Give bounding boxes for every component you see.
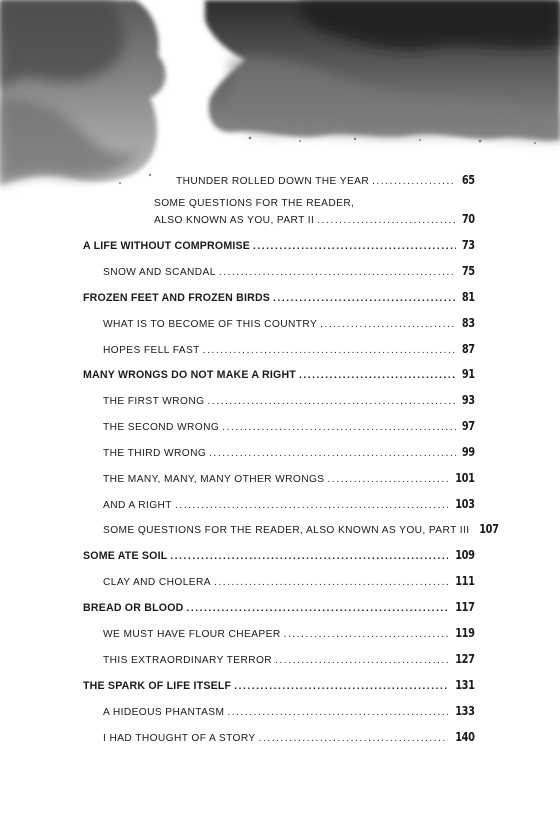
dot-leader [284,629,449,640]
toc-entry-title: SOME QUESTIONS FOR THE READER, ALSO KNOWN AS YOU, PART III [103,525,470,536]
toc-entry[interactable] [103,393,475,407]
toc-entry[interactable] [176,173,475,187]
toc-entry[interactable] [103,574,475,588]
dot-leader [299,370,456,381]
toc-entry-page: 133 [455,704,475,718]
dot-leader [203,345,457,356]
toc-entry-title: CLAY AND CHOLERA [103,577,211,588]
toc-entry-page: 127 [455,652,475,666]
toc-entry[interactable] [83,238,475,252]
toc-entry[interactable] [103,730,475,744]
toc-entry[interactable] [103,522,500,536]
toc-entry-page: 65 [462,173,475,187]
dot-leader [219,267,456,278]
dot-leader [187,603,449,614]
toc-entry-title: HOPES FELL FAST [103,345,200,356]
toc-entry[interactable] [103,316,475,330]
toc-entry-page: 87 [462,342,475,356]
dot-leader [253,241,456,252]
toc-entry-title: THE THIRD WRONG [103,448,207,459]
dot-leader [170,551,448,562]
toc-entry-title: BREAD OR BLOOD [83,602,184,614]
toc-entry-title: SOME ATE SOIL [83,550,168,562]
toc-entry-page: 93 [462,393,475,407]
toc-entry-page: 131 [455,678,475,692]
toc-entry[interactable] [103,471,475,485]
dot-leader [175,500,449,511]
dot-leader [273,293,456,304]
toc-entry-page: 91 [462,367,475,381]
toc-entry-page: 117 [455,600,475,614]
toc-entry-title: WHAT IS TO BECOME OF THIS COUNTRY [103,319,318,330]
dot-leader [234,681,448,692]
toc-entry[interactable] [103,445,475,459]
toc-entry[interactable] [103,497,475,511]
toc-entry-title: MANY WRONGS DO NOT MAKE A RIGHT [83,369,296,381]
toc-entry[interactable] [103,626,475,640]
dot-leader [227,707,448,718]
toc-entry[interactable] [83,678,475,692]
toc-entry-title: WE MUST HAVE FLOUR CHEAPER [103,629,281,640]
toc-entry-page: 73 [462,238,475,252]
toc-entry-title: ALSO KNOWN AS YOU, PART II [154,215,315,226]
toc-entry-title: A HIDEOUS PHANTASM [103,707,225,718]
toc-entry-page: 83 [462,316,475,330]
toc-entry-page: 99 [462,445,475,459]
toc-entry[interactable] [103,264,475,278]
toc-entry[interactable] [83,600,475,614]
toc-entry-page: 111 [455,574,475,588]
toc-entry-page: 103 [455,497,475,511]
dot-leader [222,422,456,433]
toc-entry[interactable] [154,198,475,226]
toc-entry[interactable] [83,367,475,381]
dot-leader [328,474,449,485]
toc-entry-title: THE FIRST WRONG [103,396,205,407]
toc-entry-title: THIS EXTRAORDINARY TERROR [103,655,273,666]
toc-entry[interactable] [103,419,475,433]
dot-leader [207,396,456,407]
toc-entry[interactable] [83,290,475,304]
toc-entry-title-line1: SOME QUESTIONS FOR THE READER, [154,198,355,209]
toc-entry-title: THE MANY, MANY, MANY OTHER WRONGS [103,474,325,485]
toc-entry-page: 97 [462,419,475,433]
toc-entry[interactable] [83,548,475,562]
toc-entry-page: 119 [455,626,475,640]
toc-entry-title: THE SPARK OF LIFE ITSELF [83,680,232,692]
toc-entry[interactable] [103,704,475,718]
toc-entry-page: 107 [479,522,500,536]
dot-leader [209,448,456,459]
toc-entry-title: AND A RIGHT [103,500,172,511]
dot-leader [372,176,456,187]
dot-leader [317,215,456,226]
dot-leader [214,577,449,588]
toc-entry-page: 140 [455,730,475,744]
toc-entry-title: FROZEN FEET AND FROZEN BIRDS [83,292,271,304]
toc-entry[interactable] [103,342,475,356]
dot-leader [275,655,448,666]
toc-entry-title: I HAD THOUGHT OF A STORY [103,733,256,744]
toc-entry-page: 70 [462,212,475,226]
toc-entry-page: 109 [455,548,475,562]
toc-entry-title: SNOW AND SCANDAL [103,267,216,278]
dot-leader [259,733,449,744]
toc-entry[interactable] [103,652,475,666]
toc-entry-page: 81 [462,290,475,304]
toc-entry-title: THUNDER ROLLED DOWN THE YEAR [176,176,370,187]
toc-entry-title: THE SECOND WRONG [103,422,220,433]
toc-entry-page: 101 [455,471,475,485]
toc-entry-page: 75 [462,264,475,278]
dot-leader [320,319,456,330]
toc-entry-title: A LIFE WITHOUT COMPROMISE [83,240,251,252]
